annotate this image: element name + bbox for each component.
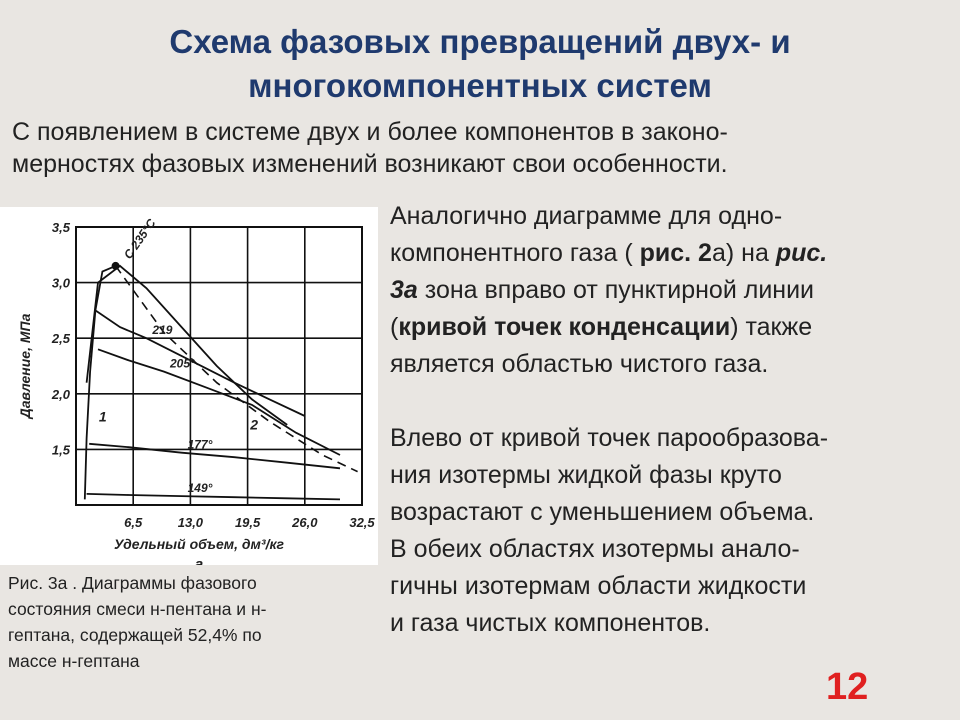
figure-caption (8, 570, 378, 674)
isotherm-label: 177° (187, 437, 213, 452)
title-line-1: Схема фазовых превращений двух- и (169, 23, 791, 60)
fig-ref-2: рис. 2 (639, 239, 712, 267)
text-span: а) на (711, 239, 776, 267)
critical-point (112, 262, 120, 270)
curve-label-2: 2 (250, 416, 259, 433)
para-1-line-4 (390, 309, 950, 346)
y-tick-label: 2,0 (51, 386, 70, 402)
y-tick-label: 1,5 (51, 442, 70, 458)
para-2-line-4: В обеих областях изотермы анало- (390, 535, 800, 563)
phase-diagram-chart (0, 207, 378, 565)
condensation-curve-term: кривой точек конденсации (398, 313, 731, 341)
x-tick-label: 32,5 (349, 515, 375, 530)
intro-line-1: С появлением в системе двух и более компонентов в законо- (12, 118, 728, 146)
phase-diagram-figure (0, 207, 378, 565)
curve-label-1: 1 (98, 408, 107, 425)
caption-line-1: Рис. 3а . Диаграммы фазового (8, 573, 257, 593)
para-1-line-1: Аналогично диаграмме для одно- (390, 202, 783, 230)
y-tick-label: 3,0 (51, 275, 70, 291)
fig-ref-3a: 3а (390, 276, 418, 304)
isotherm-curve (87, 266, 288, 425)
para-2-line-6: и газа чистых компонентов. (390, 609, 711, 637)
text-span: зона вправо от пунктирной линии (417, 276, 815, 304)
isotherm-label: 149° (187, 481, 213, 496)
slide-title (40, 20, 920, 108)
intro-line-2: мерностях фазовых изменений возникают свои особенности. (12, 150, 728, 178)
y-axis-label: Давление, МПа (17, 313, 33, 419)
explanation-text (390, 198, 950, 642)
text-span: компонентного газа ( (390, 239, 640, 267)
y-tick-label: 3,5 (51, 220, 70, 235)
isotherm-curve (98, 349, 340, 455)
page-number: 12 (826, 666, 869, 708)
text-span: ) также (730, 313, 813, 341)
para-2-line-3: возрастают с уменьшением объема. (390, 498, 815, 526)
title-line-2: многокомпонентных систем (248, 67, 712, 104)
plot-frame (76, 227, 362, 505)
text-span: ( (390, 313, 399, 341)
x-axis-label: Удельный объем, дм³/кг (113, 536, 285, 552)
intro-text (12, 116, 952, 180)
para-2-line-5: гичны изотермам области жидкости (390, 572, 807, 600)
x-tick-label: 26,0 (292, 515, 318, 530)
panel-label: а (194, 556, 204, 565)
isotherm-curve (89, 444, 340, 469)
bubble-point-curve (85, 266, 116, 500)
para-1-line-3 (390, 272, 950, 309)
caption-line-3: гептана, содержащей 52,4% по (8, 625, 262, 645)
para-1-line-2 (390, 235, 950, 272)
x-tick-label: 6,5 (124, 515, 143, 530)
y-tick-label: 2,5 (51, 331, 70, 347)
isotherm-label: 219 (152, 323, 173, 338)
x-tick-label: 13,0 (177, 515, 204, 530)
condensation-dashed-curve (116, 266, 358, 472)
isotherm-label: 205° (170, 356, 195, 371)
para-2-line-1: Влево от кривой точек парообразова- (390, 424, 829, 452)
caption-line-2: состояния смеси н-пентана и н- (8, 599, 267, 619)
isotherm-curve (95, 310, 304, 416)
paragraph-gap (390, 383, 950, 420)
para-1-line-5: является областью чистого газа. (390, 350, 769, 378)
fig-ref-3-word: рис. (775, 239, 828, 267)
x-tick-label: 19,5 (234, 515, 261, 530)
isotherm-curve (87, 494, 340, 500)
isotherm-label: С 235°С (120, 216, 159, 262)
para-2-line-2: ния изотермы жидкой фазы круто (390, 461, 782, 489)
caption-line-4: массе н-гептана (8, 651, 140, 671)
